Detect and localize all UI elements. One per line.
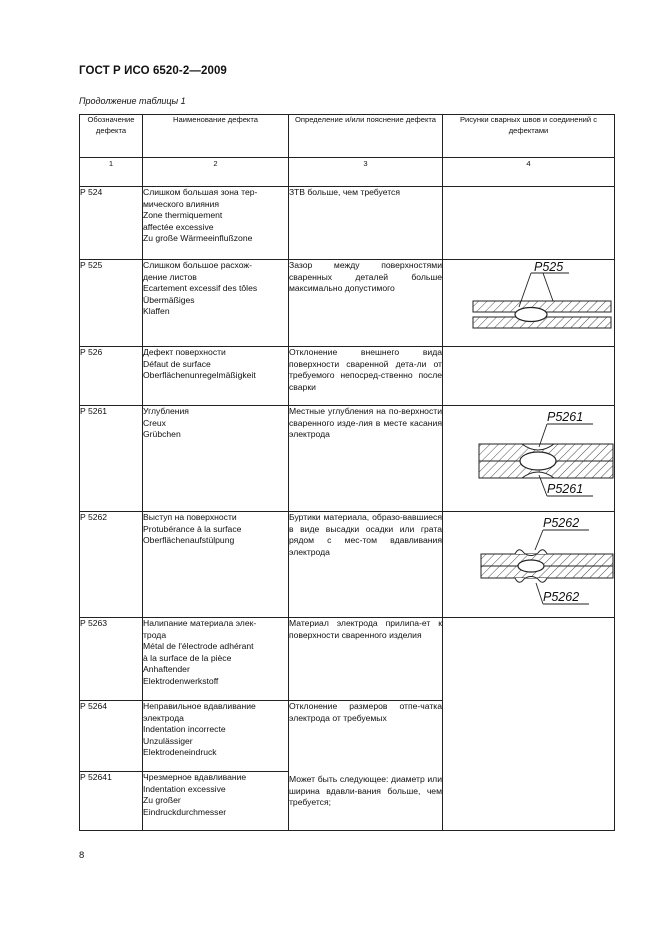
defect-code: P 525 xyxy=(80,260,143,347)
defect-name-line: Grübchen xyxy=(143,429,181,440)
defect-name-line: Indentation excessive xyxy=(143,783,226,794)
defect-definition xyxy=(289,701,443,831)
defect-name xyxy=(143,618,289,701)
defect-figure-cell xyxy=(443,406,615,512)
defect-code: P 5262 xyxy=(80,512,143,618)
column-number: 3 xyxy=(289,158,443,187)
defect-definition: Буртики материала, образо-вавшиеся в виде высадки осадки или грата рядом с мес-том вдавливания электрода xyxy=(289,512,443,618)
figure-label-top: P5262 xyxy=(543,516,580,530)
defect-name-line: Слишком большая зона тер- xyxy=(143,187,258,197)
defect-name-line: Protubérance à la surface xyxy=(143,523,242,534)
document-header: ГОСТ Р ИСО 6520-2—2009 xyxy=(79,65,227,77)
defect-definition-text: Отклонение размеров отпе-чатка электрода от требуемых xyxy=(289,701,442,723)
defect-name-line: Unzulässiger xyxy=(143,735,193,746)
column-header-code: Обозначение дефекта xyxy=(80,115,143,158)
table-row xyxy=(80,187,615,260)
weld-figure-p5262 xyxy=(443,512,615,617)
defect-name-line: Anhaftender xyxy=(143,664,190,675)
defect-name-line: Elektrodenwerkstoff xyxy=(143,675,219,686)
defect-name-line: Zu großer xyxy=(143,795,181,806)
defect-name-line: Слишком большое расхож- xyxy=(143,260,253,270)
page-number: 8 xyxy=(79,850,85,861)
column-number: 1 xyxy=(80,158,143,187)
defect-name-line: Übermäßiges xyxy=(143,294,195,305)
defect-name-line: Creux xyxy=(143,417,166,428)
defect-name-line: Углубления xyxy=(143,406,189,416)
defect-name-line: Неправильное вдавливание xyxy=(143,701,256,711)
defect-name-line: affectée excessive xyxy=(143,221,214,232)
table-row xyxy=(80,618,615,701)
defect-name-line: мического влияния xyxy=(143,198,220,209)
defect-definition: Зазор между поверхностями сваренных деталей больше максимально допустимого xyxy=(289,260,443,347)
column-header-name: Наименование дефекта xyxy=(143,115,289,158)
defect-name xyxy=(143,772,289,831)
defect-name-line: дение листов xyxy=(143,271,197,282)
table-header-row xyxy=(80,115,615,158)
defect-name xyxy=(143,187,289,260)
defect-code: P 524 xyxy=(80,187,143,260)
defect-name-line: трода xyxy=(143,629,167,640)
defect-name-line: Elektrodeneindruck xyxy=(143,747,217,758)
defect-definition: Материал электрода прилипа-ет к поверхности сваренного изделия xyxy=(289,618,443,701)
defect-name xyxy=(143,347,289,406)
defect-code: P 52641 xyxy=(80,772,143,831)
table-continuation-note: Продолжение таблицы 1 xyxy=(79,96,186,106)
defect-name-line: Défaut de surface xyxy=(143,358,211,369)
defect-name-line: Выступ на поверхности xyxy=(143,512,237,522)
table-row xyxy=(80,512,615,618)
defect-name xyxy=(143,260,289,347)
defect-name-line: Zone thermiquement xyxy=(143,210,223,221)
table-column-number-row xyxy=(80,158,615,187)
defect-name-line: Oberflächenaufstülpung xyxy=(143,535,235,546)
defect-code: P 526 xyxy=(80,347,143,406)
defect-code: P 5264 xyxy=(80,701,143,772)
defect-name xyxy=(143,701,289,772)
defect-name-line: Налипание материала элек- xyxy=(143,618,257,628)
figure-label-top: P5261 xyxy=(547,410,584,424)
defect-code: P 5263 xyxy=(80,618,143,701)
defect-definition: ЗТВ больше, чем требуется xyxy=(289,187,443,260)
column-number: 2 xyxy=(143,158,289,187)
defect-definition-text: Может быть следующее: диаметр или ширина вдавли-вания больше, чем требуется; xyxy=(289,774,442,808)
defect-code: P 5261 xyxy=(80,406,143,512)
defect-figure-cell xyxy=(443,347,615,406)
column-header-figure: Рисунки сварных швов и соединений с дефектами xyxy=(443,115,615,158)
defect-name-line: Дефект поверхности xyxy=(143,347,226,357)
defect-name-line: Métal de l'électrode adhérant xyxy=(143,641,254,652)
defect-name-line: Indentation incorrecte xyxy=(143,724,226,735)
defect-figure-cell xyxy=(443,512,615,618)
weld-figure-p5261 xyxy=(443,406,615,511)
defect-name-line: Zu große Wärmeeinflußzone xyxy=(143,233,253,244)
defect-name-line: Klaffen xyxy=(143,306,170,317)
defect-name-line: Ecartement excessif des tôles xyxy=(143,283,258,294)
figure-label-bottom: P5261 xyxy=(547,482,584,496)
column-header-definition: Определение и/или пояснение дефекта xyxy=(289,115,443,158)
defect-name-line: электрода xyxy=(143,712,184,723)
figure-label-bottom: P5262 xyxy=(543,590,580,604)
defect-name-line: Чрезмерное вдавливание xyxy=(143,772,247,782)
weld-figure-p525 xyxy=(443,260,615,346)
defect-definition: Местные углубления на по-верхности сваренного изде-лия в месте касания электрода xyxy=(289,406,443,512)
table-row xyxy=(80,260,615,347)
defect-figure-cell xyxy=(443,260,615,347)
defect-name-line: Oberflächenunregelmäßigkeit xyxy=(143,370,256,381)
table-row xyxy=(80,347,615,406)
figure-label: P525 xyxy=(534,260,564,274)
column-number: 4 xyxy=(443,158,615,187)
defect-name xyxy=(143,512,289,618)
defect-figure-cell xyxy=(443,618,615,831)
table-row xyxy=(80,406,615,512)
defect-figure-cell xyxy=(443,187,615,260)
defects-table xyxy=(79,114,615,831)
defect-name-line: Eindruckdurchmesser xyxy=(143,806,227,817)
defect-name xyxy=(143,406,289,512)
defect-name-line: à la surface de la pièce xyxy=(143,652,232,663)
defect-definition: Отклонение внешнего вида поверхности сваренной дета-ли от требуемого непосред-ственно после сварки xyxy=(289,347,443,406)
